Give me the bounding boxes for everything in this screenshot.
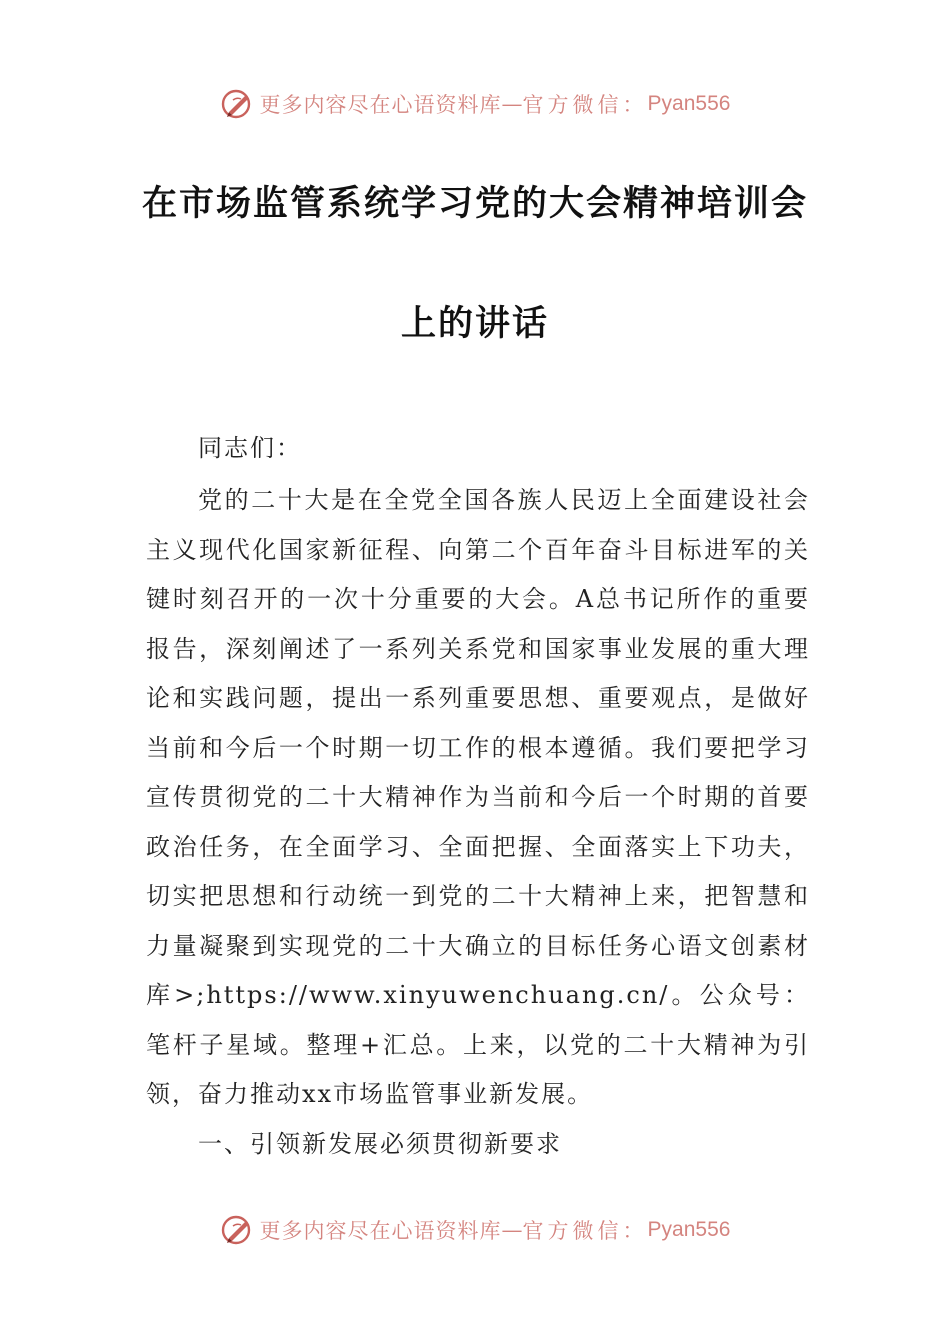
header-banner — [0, 84, 950, 124]
header-banner-label: 官方微信： — [522, 93, 648, 117]
document-title-line2: 上的讲话 — [400, 303, 549, 344]
header-banner-separator: — — [501, 92, 523, 116]
header-banner-wechat-id: Pyan556 — [647, 92, 731, 115]
footer-banner-separator: — — [501, 1218, 523, 1242]
pen-logo-icon — [220, 87, 254, 121]
document-title-line1: 在市场监管系统学习党的大会精神培训会 — [141, 183, 808, 224]
greeting: 同志们： — [198, 434, 302, 462]
footer-banner — [0, 1210, 950, 1250]
section-heading: 一、引领新发展必须贯彻新要求 — [198, 1130, 562, 1158]
footer-banner-label: 官方微信： — [522, 1219, 648, 1243]
pen-logo-icon — [220, 1213, 254, 1247]
footer-banner-wechat-id: Pyan556 — [647, 1218, 731, 1241]
header-banner-text: 更多内容尽在心语资料库 — [259, 93, 502, 117]
body-section — [146, 476, 810, 1120]
paragraph-1: 党的二十大是在全党全国各族人民迈上全面建设社会主义现代化国家新征程、向第二个百年奋斗目标进军的关键时刻召开的一次十分重要的大会。A总书记所作的重要报告，深刻阐述了一系列关系党和国家事业发展的重大理论和实践问题，提出一系列重要思想、重要观点，是做好当前和今后一个时期一切工作的根本遵循。我们要把学习宣传贯彻党的二十大精神作为当前和今后一个时期的首要政治任务，在全面学习、全面把握、全面落实上下功夫，切实把思想和行动统一到党的二十大精神上来，把智慧和力量凝聚到实现党的二十大确立的目标任务心语文创素材库>;https://www.xinyuwenchuang.cn/。公众号：笔杆子星域。整理+汇总。上来，以党的二十大精神为引领，奋力推动xx市场监管事业新发展。 — [146, 486, 810, 1108]
footer-banner-text: 更多内容尽在心语资料库 — [259, 1219, 502, 1243]
